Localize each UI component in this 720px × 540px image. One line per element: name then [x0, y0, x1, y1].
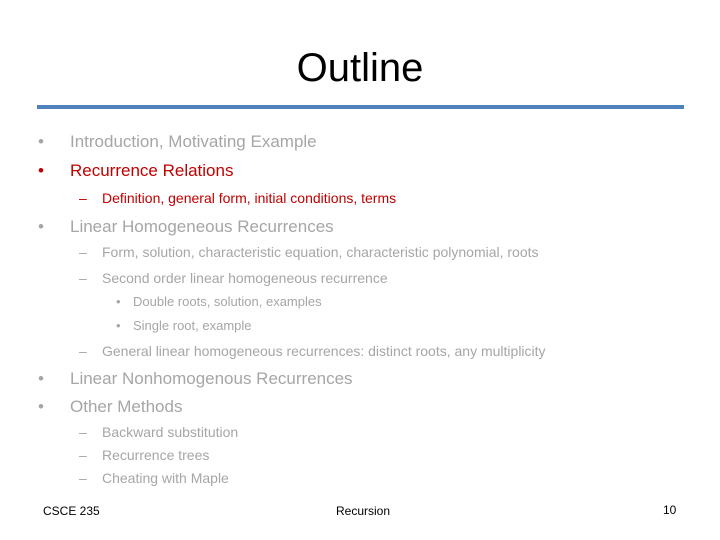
outline-subitem-label: Cheating with Maple [102, 470, 229, 486]
outline-item-label: Other Methods [70, 397, 183, 416]
outline-item-label: Linear Nonhomogenous Recurrences [70, 369, 353, 388]
dash-marker: – [79, 244, 87, 260]
footer-page-number: 10 [663, 503, 677, 517]
outline-item-label: Recurrence Relations [70, 161, 234, 180]
dash-marker: – [79, 270, 87, 286]
outline-subitem-label: Second order linear homogeneous recurrence [102, 270, 388, 286]
outline-subsubitem-label: Double roots, solution, examples [133, 294, 322, 309]
bullet-marker: • [38, 397, 44, 416]
bullet-marker: • [116, 294, 121, 309]
outline-subsubitem-label: Single root, example [133, 318, 252, 333]
outline-subitem-label: Form, solution, characteristic equation, characteristic polynomial, roots [102, 244, 539, 260]
outline-item-label: Introduction, Motivating Example [70, 132, 317, 151]
dash-marker: – [79, 190, 87, 206]
bullet-marker: • [38, 217, 44, 236]
slide-title: Outline [296, 46, 424, 90]
footer-course: CSCE 235 [43, 504, 100, 518]
bullet-marker: • [38, 161, 44, 180]
bullet-marker: • [38, 132, 44, 151]
outline-subitem-label: Recurrence trees [102, 447, 210, 463]
bullet-marker: • [116, 318, 121, 333]
dash-marker: – [79, 424, 87, 440]
bullet-marker: • [38, 369, 44, 388]
outline-subitem-label: General linear homogeneous recurrences: distinct roots, any multiplicity [102, 343, 546, 359]
dash-marker: – [79, 343, 87, 359]
dash-marker: – [79, 470, 87, 486]
outline-subitem-label: Backward substitution [102, 424, 239, 440]
footer-topic: Recursion [336, 504, 391, 518]
dash-marker: – [79, 447, 87, 463]
outline-item-label: Linear Homogeneous Recurrences [70, 217, 334, 236]
title-underline [37, 105, 684, 109]
outline-subitem-label: Definition, general form, initial conditions, terms [102, 190, 397, 206]
